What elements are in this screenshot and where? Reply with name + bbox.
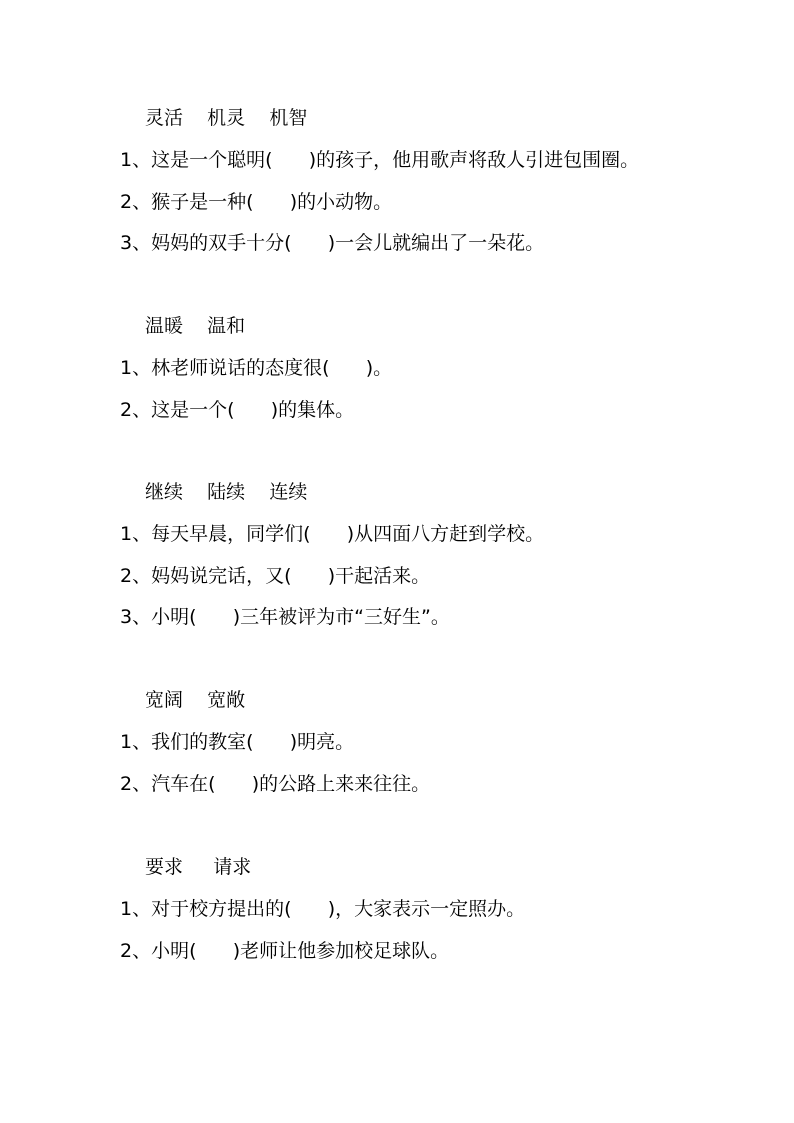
fill-blank-sentence: 2、小明( )老师让他参加校足球队。	[120, 940, 450, 962]
word-options: 宽阔 宽敞	[145, 689, 246, 711]
word-options: 灵活 机灵 机智	[145, 107, 308, 129]
fill-blank-sentence: 1、对于校方提出的( )，大家表示一定照办。	[120, 898, 526, 920]
word-options: 温暖 温和	[145, 315, 246, 337]
fill-blank-sentence: 3、妈妈的双手十分( )一会儿就编出了一朵花。	[120, 232, 545, 254]
fill-blank-sentence: 1、我们的教室( )明亮。	[120, 731, 355, 753]
fill-blank-sentence: 1、这是一个聪明( )的孩子，他用歌声将敌人引进包围圈。	[120, 149, 640, 171]
fill-blank-sentence: 2、猴子是一种( )的小动物。	[120, 191, 393, 213]
fill-blank-sentence: 1、每天早晨，同学们( )从四面八方赶到学校。	[120, 523, 545, 545]
fill-blank-sentence: 3、小明( )三年被评为市“三好生”。	[120, 606, 450, 628]
fill-blank-sentence: 2、这是一个( )的集体。	[120, 399, 355, 421]
word-options: 继续 陆续 连续	[145, 481, 308, 503]
fill-blank-sentence: 1、林老师说话的态度很( )。	[120, 357, 393, 379]
fill-blank-sentence: 2、妈妈说完话，又( )干起活来。	[120, 565, 431, 587]
word-options: 要求 请求	[145, 856, 252, 878]
fill-blank-sentence: 2、汽车在( )的公路上来来往往。	[120, 773, 431, 795]
